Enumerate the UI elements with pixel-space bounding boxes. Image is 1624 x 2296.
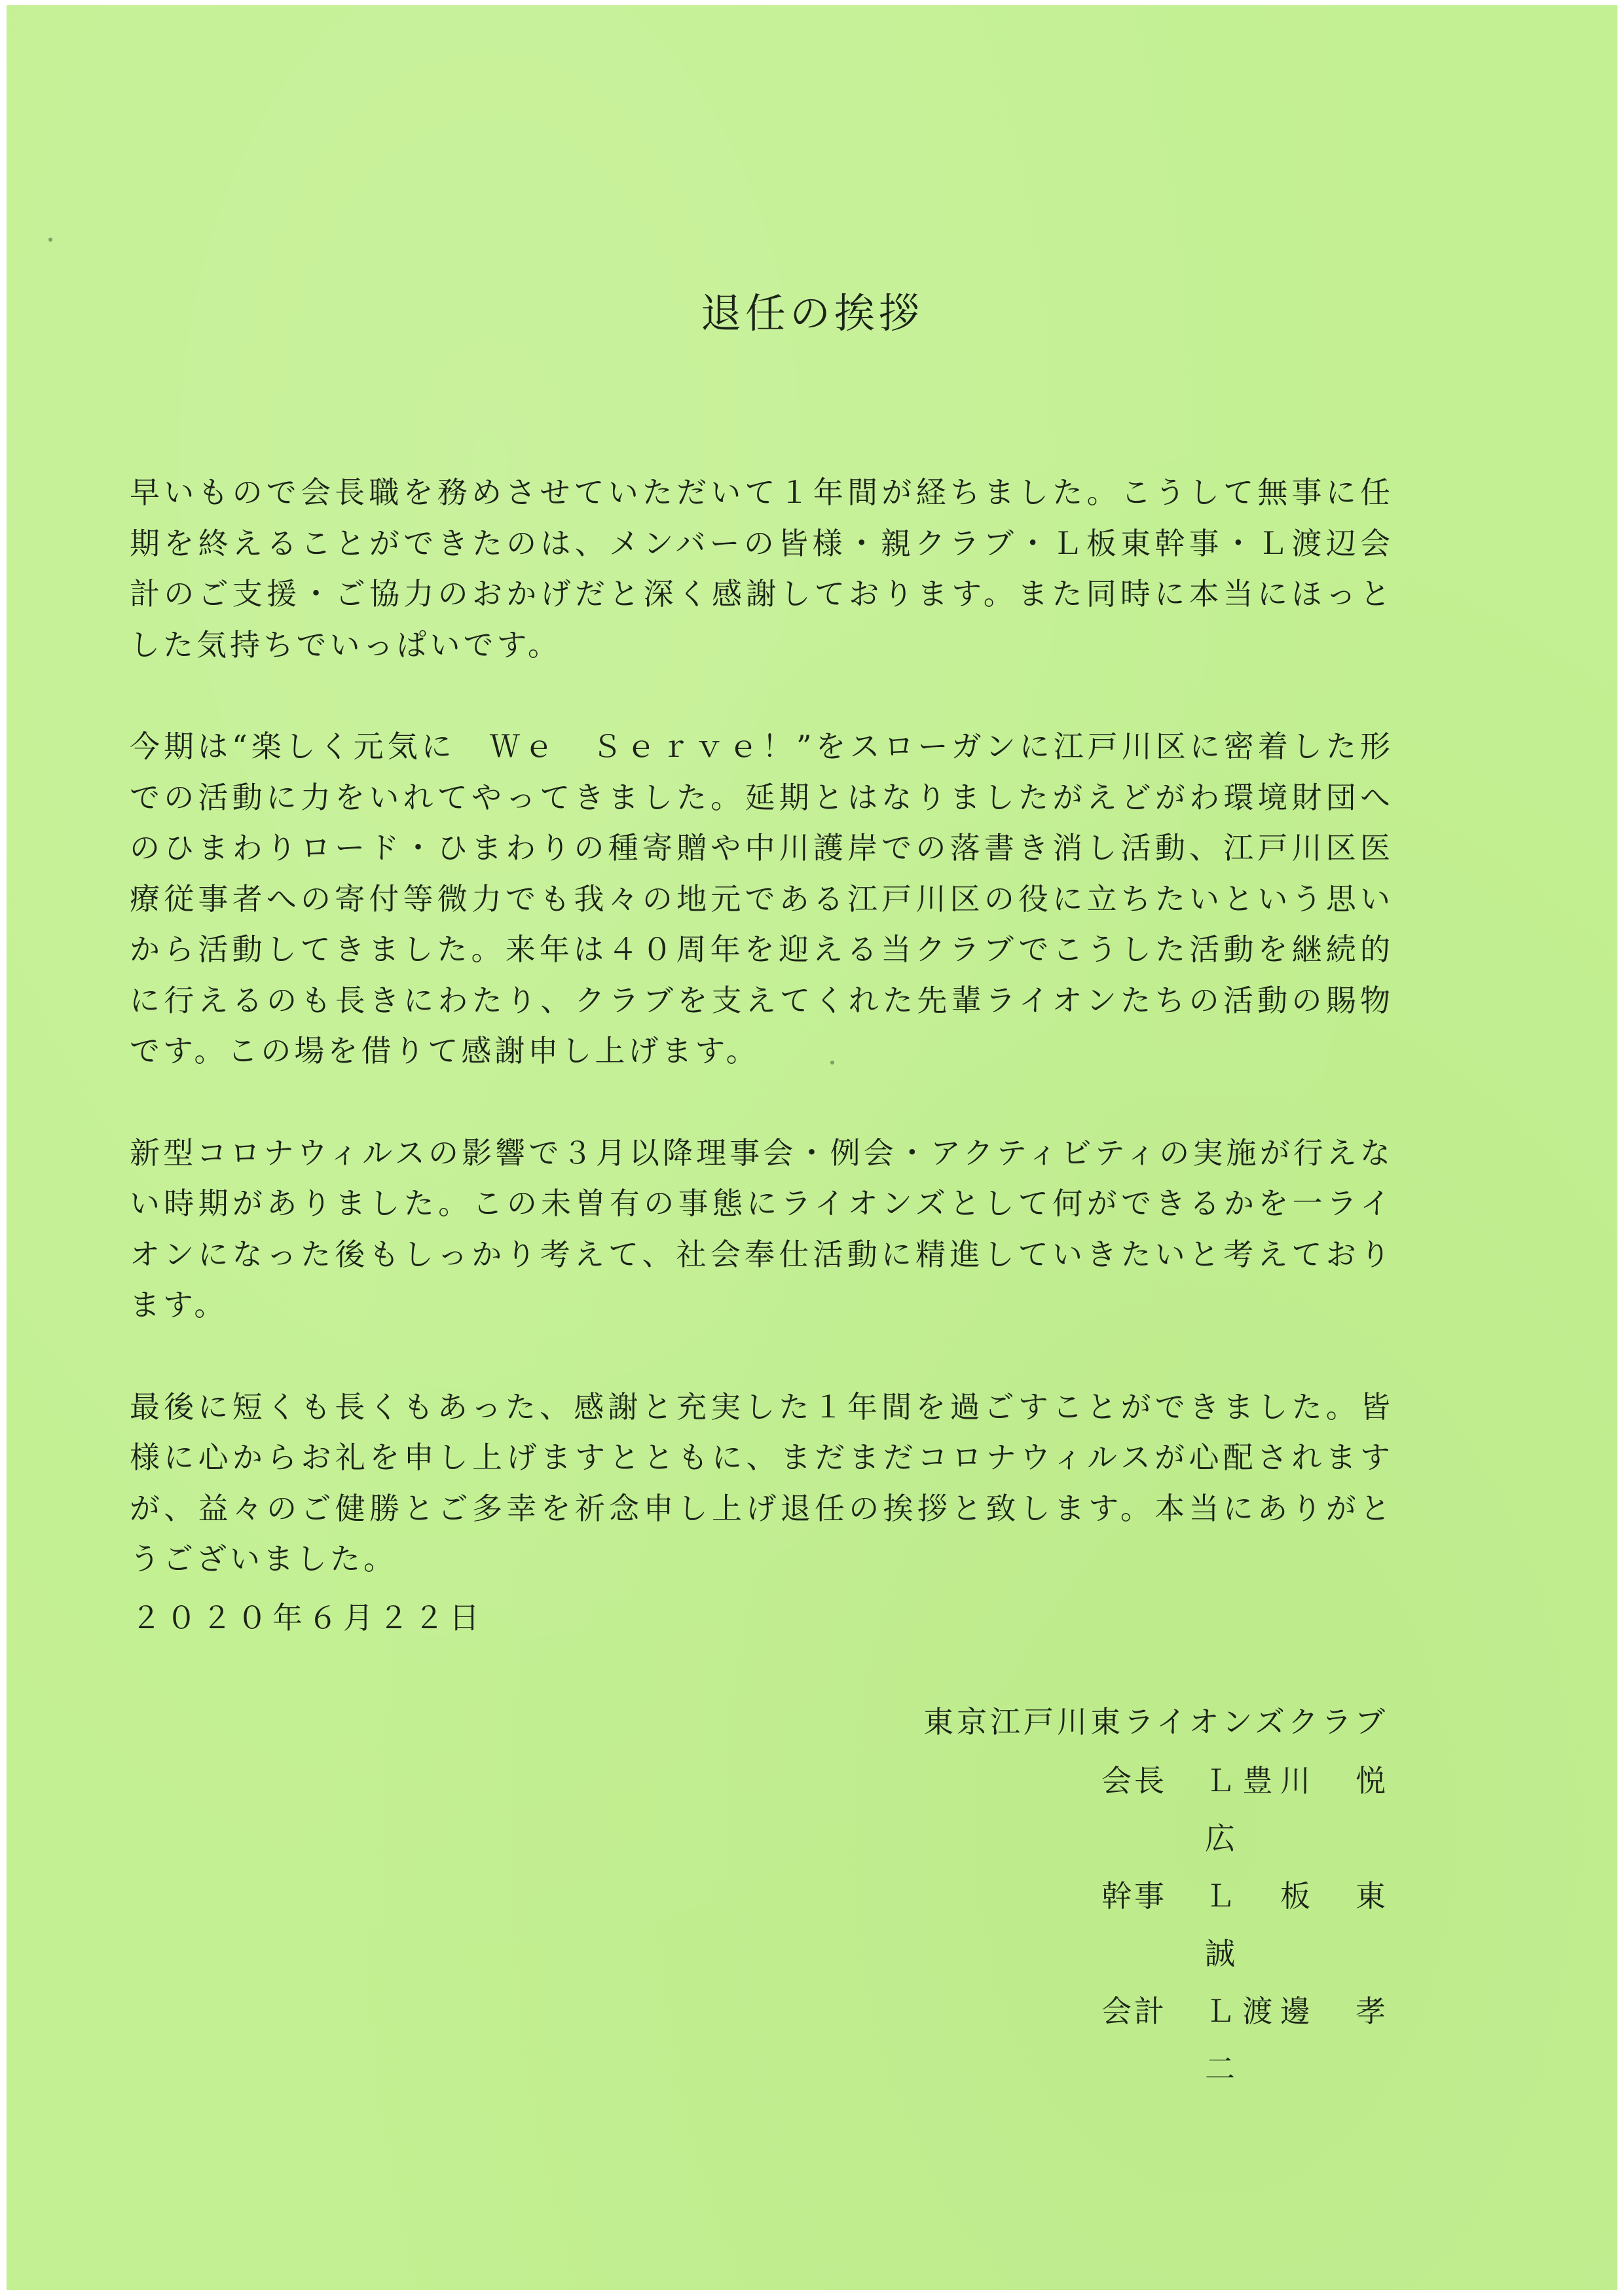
- letter-date: ２０２０年６月２２日: [131, 1600, 485, 1635]
- officer-role: 幹事: [1101, 1878, 1167, 1914]
- paragraph-2: 今期は“楽しく元気に Ｗｅ Ｓｅｒｖｅ！”をスローガンに江戸川区に密着した形での活動に力をいれてやってきました。延期とはなりましたがえどがわ環境財団へのひまわりロード・ひまわりの種寄贈や中川護岸での落書き消し活動、江戸川区医療従事者への寄付等微力でも我々の地元である江戸川区の役に立ちたいという思いから活動してきました。来年は４０周年を迎える当クラブでこうした活動を継続的に行えるのも長きにわたり、クラブを支えてくれた先輩ライオンたちの活動の賜物です。この場を借りて感謝申し上げます。: [130, 729, 1394, 1068]
- officer-name: Ｌ板東 誠: [1205, 1878, 1454, 1971]
- paragraph-1: 早いもので会長職を務めさせていただいて１年間が経ちました。こうして無事に任期を終えることができたのは、メンバーの皆様・親クラブ・Ｌ板東幹事・Ｌ渡辺会計のご支援・ご協力のおかげだと深く感謝しております。また同時に本当にほっとした気持ちでいっぱいです。: [130, 475, 1394, 663]
- officer-role: 会計: [1101, 1994, 1167, 2029]
- letter-body: [130, 467, 1393, 1636]
- paragraph-4: 最後に短くも長くもあった、感謝と充実した１年間を過ごすことができました。皆様に心からお礼を申し上げますとともに、まだまだコロナウィルスが心配されますが、益々のご健勝とご多幸を祈念申し上げ退任の挨拶と致します。本当にありがとうございました。: [130, 1389, 1393, 1576]
- signature-block: [923, 1693, 1454, 2098]
- officer-president: [923, 1752, 1388, 1867]
- officer-secretary: [923, 1867, 1454, 1982]
- letter-page: [7, 5, 1617, 2290]
- paragraph-3: 新型コロナウィルスの影響で３月以降理事会・例会・アクティビティの実施が行えない時期がありました。この未曽有の事態にライオンズとして何ができるかを一ライオンになった後もしっかり考えて、社会奉仕活動に精進していきたいと考えております。: [130, 1135, 1393, 1322]
- officer-name: Ｌ渡邊 孝二: [1205, 1994, 1388, 2086]
- officer-role: 会長: [1101, 1763, 1167, 1798]
- organization-name: 東京江戸川東ライオンズクラブ: [923, 1704, 1388, 1740]
- letter-title: 退任の挨拶: [700, 289, 923, 337]
- speck-mark: [48, 238, 52, 242]
- officer-treasurer: [923, 1982, 1388, 2098]
- officer-name: Ｌ豊川 悦広: [1205, 1763, 1388, 1856]
